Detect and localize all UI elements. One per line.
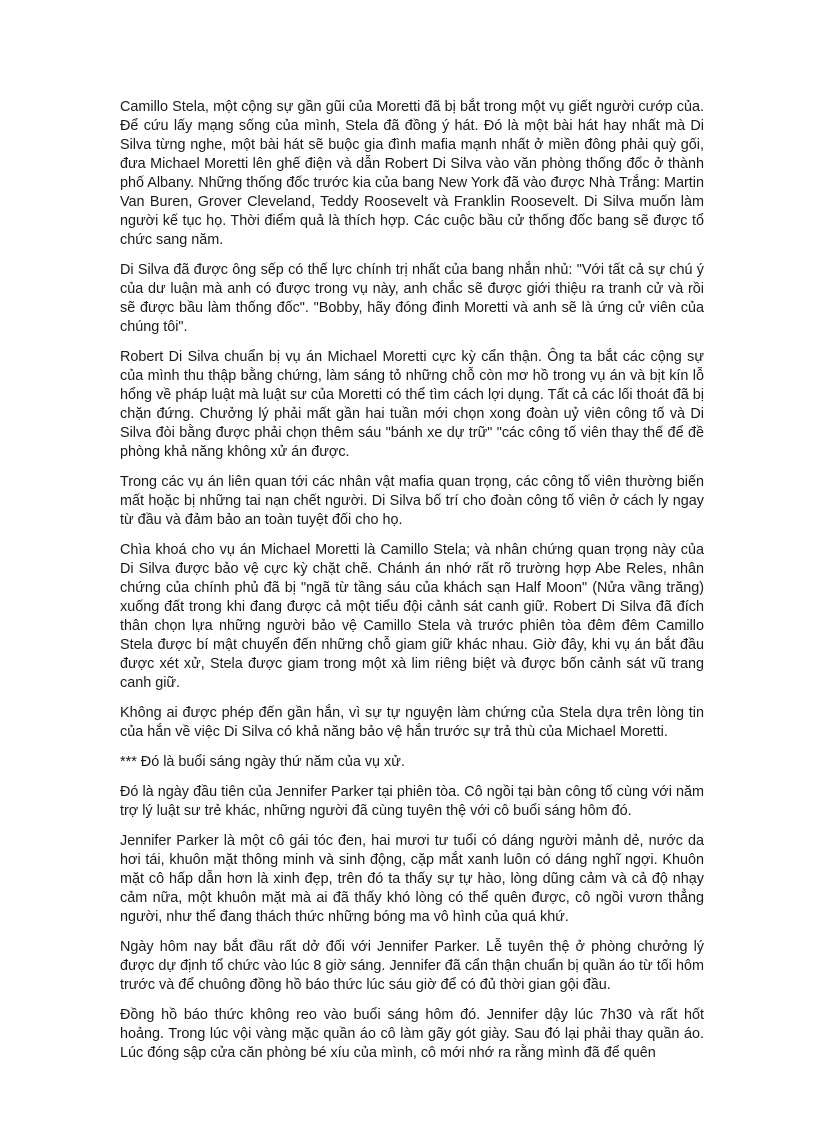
- paragraph: Không ai được phép đến gần hắn, vì sự tự nguyện làm chứng của Stela dựa trên lòng tin của hắn về việc Di Silva có khả năng bảo vệ hắn trước sự trả thù của Michael Moretti.: [120, 705, 704, 740]
- paragraph: Jennifer Parker là một cô gái tóc đen, hai mươi tư tuổi có dáng người mảnh dẻ, nước da hơi tái, khuôn mặt thông minh và sinh động, cặp mắt xanh luôn có dáng nghĩ ngợi. Khuôn mặt cô hấp dẫn hơn là xinh đẹp, trên đó ta thấy sự tự hào, lòng dũng cảm và cả độ nhạy cảm nữa, một khuôn mặt mà ai đã thấy khó lòng có thể quên được, cô ngồi vươn thẳng người, như thể đang thách thức những bóng ma vô hình của quá khứ.: [120, 833, 704, 925]
- body-text: [120, 98, 704, 1063]
- paragraph: Trong các vụ án liên quan tới các nhân vật mafia quan trọng, các công tố viên thường biến mất hoặc bị những tai nạn chết người. Di Silva bố trí cho đoàn công tố viên ở cách ly ngay từ đầu và đảm bảo an toàn tuyệt đối cho họ.: [120, 474, 704, 528]
- paragraph: Ngày hôm nay bắt đầu rất dở đối với Jennifer Parker. Lễ tuyên thệ ở phòng chưởng lý được dự định tổ chức vào lúc 8 giờ sáng. Jennifer đã cẩn thận chuẩn bị quần áo từ tối hôm trước và để chuông đồng hồ báo thức lúc sáu giờ để có đủ thời gian gội đầu.: [120, 939, 704, 993]
- paragraph: Di Silva đã được ông sếp có thế lực chính trị nhất của bang nhắn nhủ: "Với tất cả sự chú ý của dư luận mà anh có được trong vụ này, anh chắc sẽ được giới thiệu ra tranh cử và rồi sẽ được bầu làm thống đốc". "Bobby, hãy đóng đinh Moretti và anh sẽ là ứng cử viên của chúng tôi".: [120, 262, 704, 335]
- paragraph: *** Đó là buổi sáng ngày thứ năm của vụ xử.: [120, 754, 405, 770]
- paragraph: Chìa khoá cho vụ án Michael Moretti là Camillo Stela; và nhân chứng quan trọng này của Di Silva được bảo vệ cực kỳ chặt chẽ. Chánh án nhớ rất rõ trường hợp Abe Reles, nhân chứng của chính phủ đã bị "ngã từ tầng sáu của khách sạn Half Moon" (Nửa vầng trăng) xuống đất trong khi đang được cả một tiểu đội cảnh sát canh giữ. Robert Di Silva đã đích thân chọn lựa những người bảo vệ Camillo Stela và trước phiên tòa đêm đêm Camillo Stela được bí mật chuyển đến những chỗ giam giữ khác nhau. Giờ đây, khi vụ án bắt đầu được xét xử, Stela được giam trong một xà lim riêng biệt và được bốn cảnh sát vũ trang canh giữ.: [120, 542, 704, 691]
- paragraph: Đồng hồ báo thức không reo vào buổi sáng hôm đó. Jennifer dậy lúc 7h30 và rất hốt hoảng. Trong lúc vội vàng mặc quần áo cô làm gãy gót giày. Sau đó lại phải thay quần áo. Lúc đóng sập cửa căn phòng bé xíu của mình, cô mới nhớ ra rằng mình đã để quên: [120, 1007, 704, 1061]
- paragraph: Robert Di Silva chuẩn bị vụ án Michael Moretti cực kỳ cẩn thận. Ông ta bắt các cộng sự của mình thu thập bằng chứng, làm sáng tỏ những chỗ còn mơ hồ trong vụ án và bịt kín lỗ hổng về pháp luật mà luật sư của Moretti có thể tìm cách lợi dụng. Tất cả các lối thoát đã bị chặn đứng. Chưởng lý phải mất gần hai tuần mới chọn xong đoàn uỷ viên công tố và Di Silva đòi bằng được phải chọn thêm sáu "bánh xe dự trữ" "các công tố viên thay thế để đề phòng khả năng không xử án được.: [120, 349, 704, 460]
- paragraph: Đó là ngày đầu tiên của Jennifer Parker tại phiên tòa. Cô ngồi tại bàn công tố cùng với năm trợ lý luật sư trẻ khác, những người đã cùng tuyên thệ với cô buổi sáng hôm đó.: [120, 784, 704, 819]
- paragraph: Camillo Stela, một cộng sự gần gũi của Moretti đã bị bắt trong một vụ giết người cướp của. Để cứu lấy mạng sống của mình, Stela đã đồng ý hát. Đó là một bài hát hay nhất mà Di Silva từng nghe, một bài hát sẽ buộc gia đình mafia mạnh nhất ở miền đông phải quỳ gối, đưa Michael Moretti lên ghế điện và dẫn Robert Di Silva vào văn phòng thống đốc ở thành phố Albany. Những thống đốc trước kia của bang New York đã vào được Nhà Trắng: Martin Van Buren, Grover Cleveland, Teddy Roosevelt và Franklin Roosevelt. Di Silva muốn làm người kế tục họ. Thời điểm quả là thích hợp. Các cuộc bầu cử thống đốc bang sẽ được tổ chức sang năm.: [120, 99, 704, 248]
